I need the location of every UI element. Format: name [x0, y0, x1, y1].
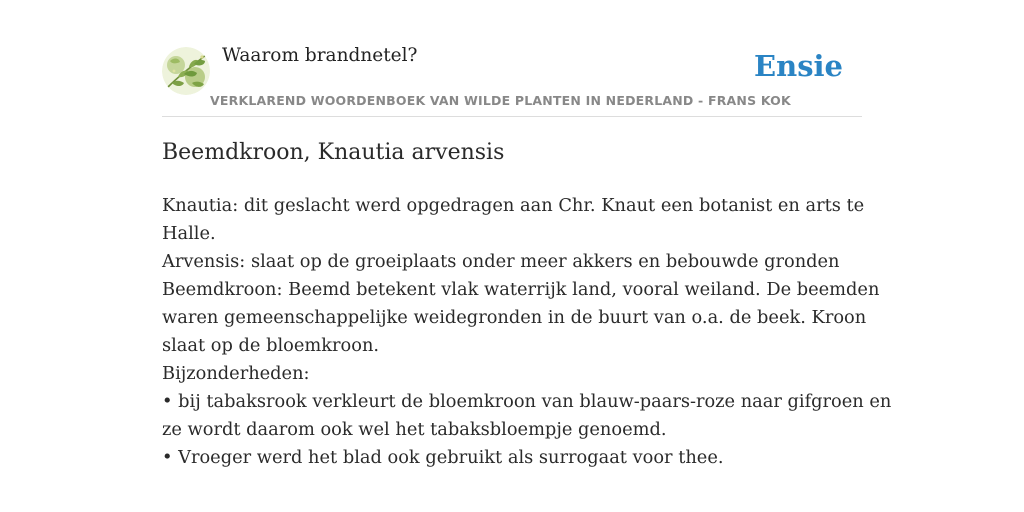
entry-title: Beemdkroon, Knautia arvensis [162, 140, 505, 165]
entry-line: Beemdkroon: Beemd betekent vlak waterrijk land, vooral weiland. De beemden [162, 279, 880, 300]
source-header [162, 44, 862, 117]
entry-line: Bijzonderheden: [162, 363, 310, 384]
entry-line: Halle. [162, 223, 216, 244]
entry-body [162, 192, 892, 472]
entry-line: Arvensis: slaat op de groeiplaats onder meer akkers en bebouwde gronden [162, 251, 840, 272]
entry-line: • bij tabaksrook verkleurt de bloemkroon van blauw-paars-roze naar gifgroen en [162, 391, 892, 412]
source-subtitle: VERKLAREND WOORDENBOEK VAN WILDE PLANTEN IN NEDERLAND - FRANS KOK [210, 93, 791, 108]
entry-line: waren gemeenschappelijke weidegronden in de buurt van o.a. de beek. Kroon [162, 307, 867, 328]
entry-line: slaat op de bloemkroon. [162, 335, 380, 356]
entry-line: ze wordt daarom ook wel het tabaksbloempje genoemd. [162, 419, 667, 440]
wild-plant-avatar-icon[interactable] [162, 47, 210, 95]
entry-line: • Vroeger werd het blad ook gebruikt als surrogaat voor thee. [162, 447, 724, 468]
ensie-logo[interactable]: Ensie [754, 49, 843, 83]
entry-line: Knautia: dit geslacht werd opgedragen aan Chr. Knaut een botanist en arts te [162, 195, 865, 216]
source-title[interactable]: Waarom brandnetel? [222, 45, 418, 66]
